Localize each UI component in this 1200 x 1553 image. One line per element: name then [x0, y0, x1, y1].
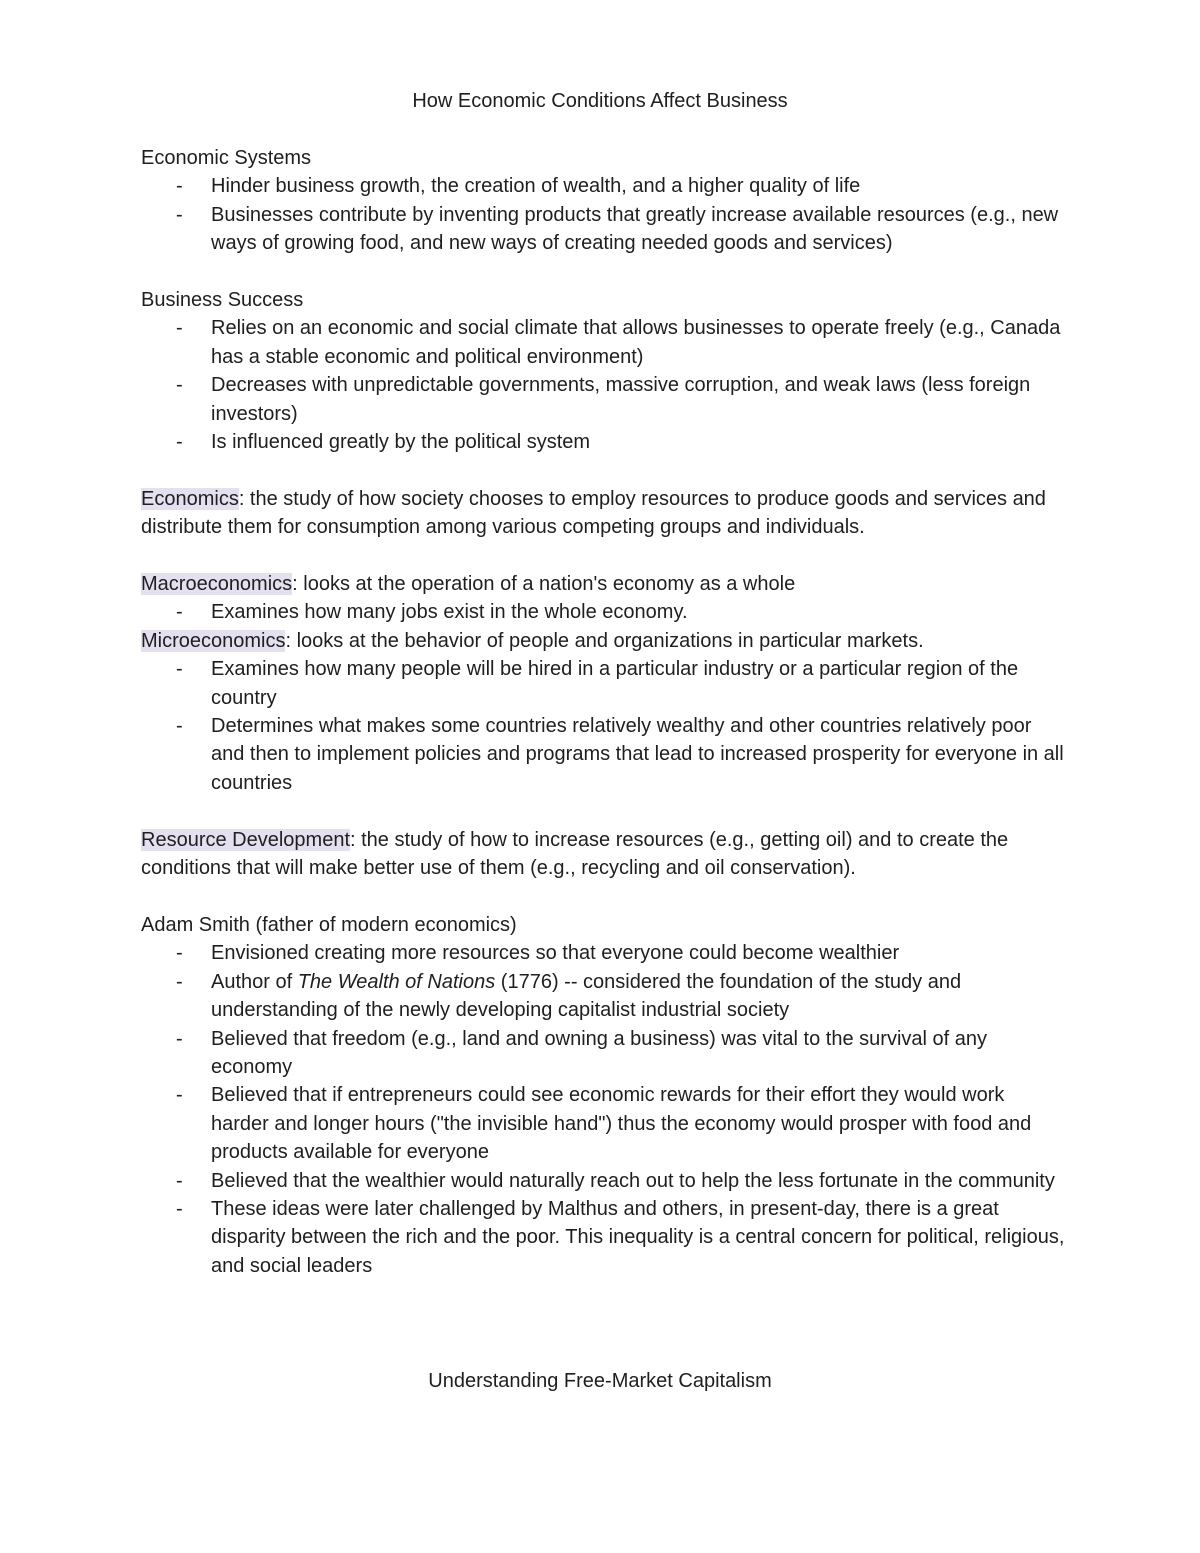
- list-item: - Envisioned creating more resources so that everyone could become wealthier: [141, 939, 1066, 967]
- spacer: [141, 258, 1066, 286]
- next-section-heading: Understanding Free-Market Capitalism: [428, 1370, 772, 1392]
- spacer: [141, 456, 1066, 484]
- list-item: - Is influenced greatly by the political system: [141, 428, 1066, 456]
- business-success-list: [141, 314, 1066, 456]
- microeconomics-term: Microeconomics: [141, 629, 286, 652]
- list-item: - Examines how many jobs exist in the whole economy.: [141, 598, 1066, 626]
- resource-development-definition-text: : the study of how to increase resources (e.g., getting oil) and to create the conditions that will make better use of them (e.g., recycling and oil conservation).: [141, 828, 1009, 880]
- list-item: - Determines what makes some countries relatively wealthy and other countries relatively poor and then to implement policies and programs that lead to increased prosperity for everyone in all countries: [141, 712, 1066, 797]
- list-item: - Believed that if entrepreneurs could see economic rewards for their effort they would work harder and longer hours ("the invisible hand") thus the economy would prosper with food and products available for everyone: [141, 1081, 1066, 1166]
- list-item: - Believed that freedom (e.g., land and owning a business) was vital to the survival of any economy: [141, 1025, 1066, 1082]
- microeconomics-definition-text: : looks at the behavior of people and organizations in particular markets.: [285, 629, 924, 652]
- microeconomics-list: [141, 655, 1066, 797]
- list-item: - Examines how many people will be hired in a particular industry or a particular region of the country: [141, 655, 1066, 712]
- list-item: - Believed that the wealthier would naturally reach out to help the less fortunate in the community: [141, 1167, 1066, 1195]
- resource-development-definition: [141, 826, 1066, 883]
- document-title: How Economic Conditions Affect Business: [412, 90, 788, 112]
- spacer: [141, 542, 1066, 570]
- spacer: [141, 883, 1066, 911]
- economic-systems-list: [141, 172, 1066, 257]
- list-item: - Relies on an economic and social climate that allows businesses to operate freely (e.g., Canada has a stable economic and political environment): [141, 314, 1066, 371]
- spacer: [141, 797, 1066, 825]
- adam-smith-heading: Adam Smith (father of modern economics): [141, 913, 517, 936]
- list-item: - Hinder business growth, the creation of wealth, and a higher quality of life: [141, 172, 1066, 200]
- book-title: The Wealth of Nations: [297, 970, 496, 993]
- list-item: - Businesses contribute by inventing products that greatly increase available resources (e.g., new ways of growing food, and new ways of creating needed goods and services): [141, 201, 1066, 258]
- macroeconomics-list: [141, 598, 1066, 626]
- economics-definition-text: : the study of how society chooses to employ resources to produce goods and services and distribute them for consumption among various competing groups and individuals.: [141, 487, 1046, 539]
- economics-definition: [141, 485, 1066, 542]
- list-item: - Decreases with unpredictable governments, massive corruption, and weak laws (less foreign investors): [141, 371, 1066, 428]
- author-prefix: Author of: [211, 970, 298, 993]
- resource-development-term: Resource Development: [141, 828, 350, 851]
- microeconomics-definition: [141, 627, 1066, 655]
- business-success-heading: Business Success: [141, 289, 304, 312]
- macroeconomics-term: Macroeconomics: [141, 573, 293, 596]
- list-item: [141, 968, 1066, 1025]
- adam-smith-list: [141, 939, 1066, 1280]
- economics-term: Economics: [141, 487, 239, 510]
- author-suffix: (1776) -- considered the foundation of the study and understanding of the newly developing capitalist industrial society: [211, 970, 962, 1022]
- economic-systems-heading: Economic Systems: [141, 147, 312, 169]
- macroeconomics-definition-text: : looks at the operation of a nation's economy as a whole: [292, 573, 796, 596]
- macroeconomics-definition: [141, 570, 1066, 598]
- list-item: - These ideas were later challenged by Malthus and others, in present-day, there is a great disparity between the rich and the poor. This inequality is a central concern for political, religious, and social leaders: [141, 1195, 1066, 1280]
- document-body: [141, 144, 1066, 1280]
